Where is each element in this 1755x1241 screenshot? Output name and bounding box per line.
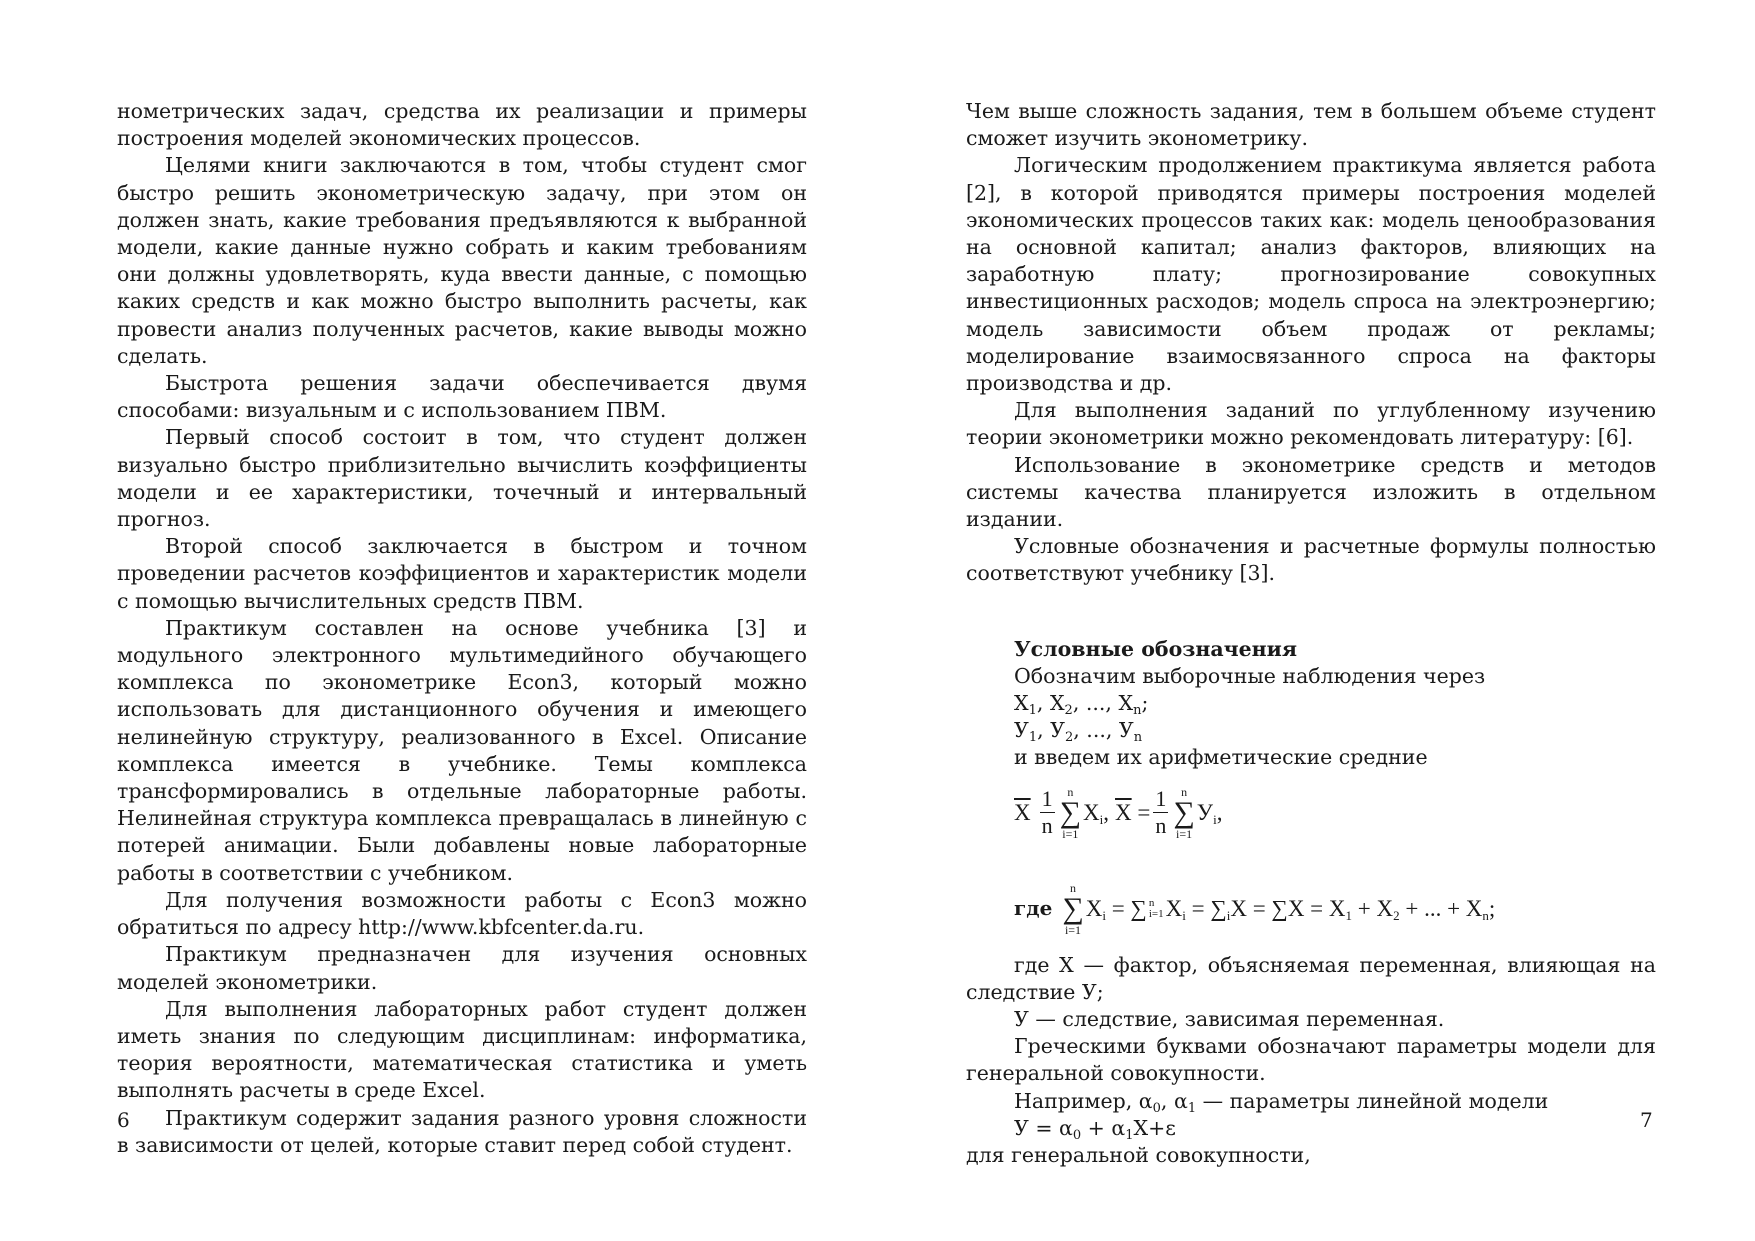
right-page-number: 7 — [1640, 1108, 1653, 1132]
left-paragraph-3: Быстрота решения задачи обеспечивается двумя способами: визуальным и с использованием ПВМ. — [117, 371, 807, 423]
greek-letters-note: Греческими буквами обозначают параметры модели для генеральной совокупности. — [966, 1034, 1656, 1086]
observations-intro: Обозначим выборочные наблюдения через — [1014, 663, 1486, 688]
left-page-number: 6 — [117, 1108, 130, 1132]
factor-definition: где X — фактор, объясняемая переменная, влияющая на следствие У; — [966, 952, 1656, 1004]
where-label: где — [1014, 896, 1053, 921]
x-observations: $X_1$, $X_2$, ..., $X_n$; — [1014, 691, 1149, 719]
left-paragraph-2: Целями книги заключаются в том, чтобы студент смог быстро решить эконометрическую задачу, при этом он должен знать, какие требования предъявляются к выбранной модели, какие данные нужно собрать и каким требованиям они должны удовлетворять, куда ввести данные, с помощью каких средств и как можно быстро выполнить расчеты, как провести анализ полученных расчетов, какие выводы можно сделать. — [117, 153, 807, 368]
right-paragraph-4: Использование в эконометрике средств и методов системы качества планируется изложить в отдельном издании. — [966, 452, 1656, 532]
sum-notation-formula: где n ∑ i=1 $X_i$ = ∑ n i=1 $X_i = \sum_iX = \sum X = X_1 + X_2$ + ... + $X_n$; — [1014, 880, 1496, 937]
right-paragraph-5: Условные обозначения и расчетные формулы полностью соответствуют учебнику [3]. — [966, 534, 1656, 586]
section-heading: Условные обозначения — [1014, 636, 1298, 661]
linear-model-equation: $У = \alpha_0 + \alpha_1X+\varepsilon$ — [1014, 1115, 1176, 1143]
example-line: Например, $\alpha_0$, $\alpha_1$ — параметры линейной модели — [1014, 1088, 1549, 1116]
left-paragraph-10: Практикум содержит задания разного уровня сложности в зависимости от целей, которые ставит перед собой студент. — [117, 1105, 807, 1157]
means-intro: и введем их арифметические средние — [1014, 745, 1428, 770]
y-observations: $У_1$, $У_2$, ..., $У_n$ — [1014, 718, 1143, 746]
left-paragraph-7: Для получения возможности работы с Econ3 можно обратиться по адресу http://www.kbfcenter.da.ru. — [117, 887, 807, 940]
left-paragraph-5: Второй способ заключается в быстром и точном проведении расчетов коэффициентов и характеристик модели с помощью вычислительных средств ПВМ. — [117, 534, 807, 613]
mean-formula: $\overline{X}$ $\frac{1}{n}$ n ∑ i=1 $X_i$, $\overline{X}$ = $\frac{1}{n}$ n ∑ i=1 $У_i$, — [1014, 784, 1223, 841]
right-page — [966, 98, 1656, 1169]
right-paragraph-2: Логическим продолжением практикума является работа [2], в которой приводятся примеры построения моделей экономических процессов таких как: модель ценообразования на основной капитал; анализ факторов, влияющих на заработную плату; прогнозирование совокупных инвестиционных расходов; модель спроса на электроэнергию; модель зависимости объем продаж от рекламы; моделирование взаимосвязанного спроса на факторы производства и др. — [966, 153, 1656, 396]
left-paragraph-8: Практикум предназначен для изучения основных моделей эконометрики. — [117, 942, 807, 994]
right-paragraph-1: Чем выше сложность задания, тем в большем объеме студент сможет изучить эконометрику. — [966, 99, 1656, 151]
left-page — [117, 98, 807, 1159]
left-paragraph-1: нометрических задач, средства их реализации и примеры построения моделей экономических процессов. — [117, 99, 807, 151]
left-paragraph-6: Практикум составлен на основе учебника [3] и модульного электронного мультимедийного обучающего комплекса по эконометрике Econ3, который можно использовать для дистанционного обучения и имеющего нелинейную структуру, реализованного в Excel. Описание комплекса имеется в учебнике. Темы комплекса трансформировались в отдельные лабораторные работы. Нелинейная структура комплекса превращалась в линейную с потерей анимации. Были добавлены новые лабораторные работы в соответствии с учебником. — [117, 615, 807, 885]
left-paragraph-9: Для выполнения лабораторных работ студент должен иметь знания по следующим дисциплинам: информатика, теория вероятности, математическая статистика и уметь выполнять расчеты в среде Excel. — [117, 996, 807, 1103]
effect-definition: У — следствие, зависимая переменная. — [1014, 1007, 1445, 1032]
left-paragraph-4: Первый способ состоит в том, что студент должен визуально быстро приблизительно вычислить коэффициенты модели и ее характеристики, точечный и интервальный прогноз. — [117, 425, 807, 532]
last-line: для генеральной совокупности, — [966, 1143, 1311, 1168]
right-paragraph-3: Для выполнения заданий по углубленному изучению теории эконометрики можно рекомендовать литературу: [6]. — [966, 398, 1656, 450]
